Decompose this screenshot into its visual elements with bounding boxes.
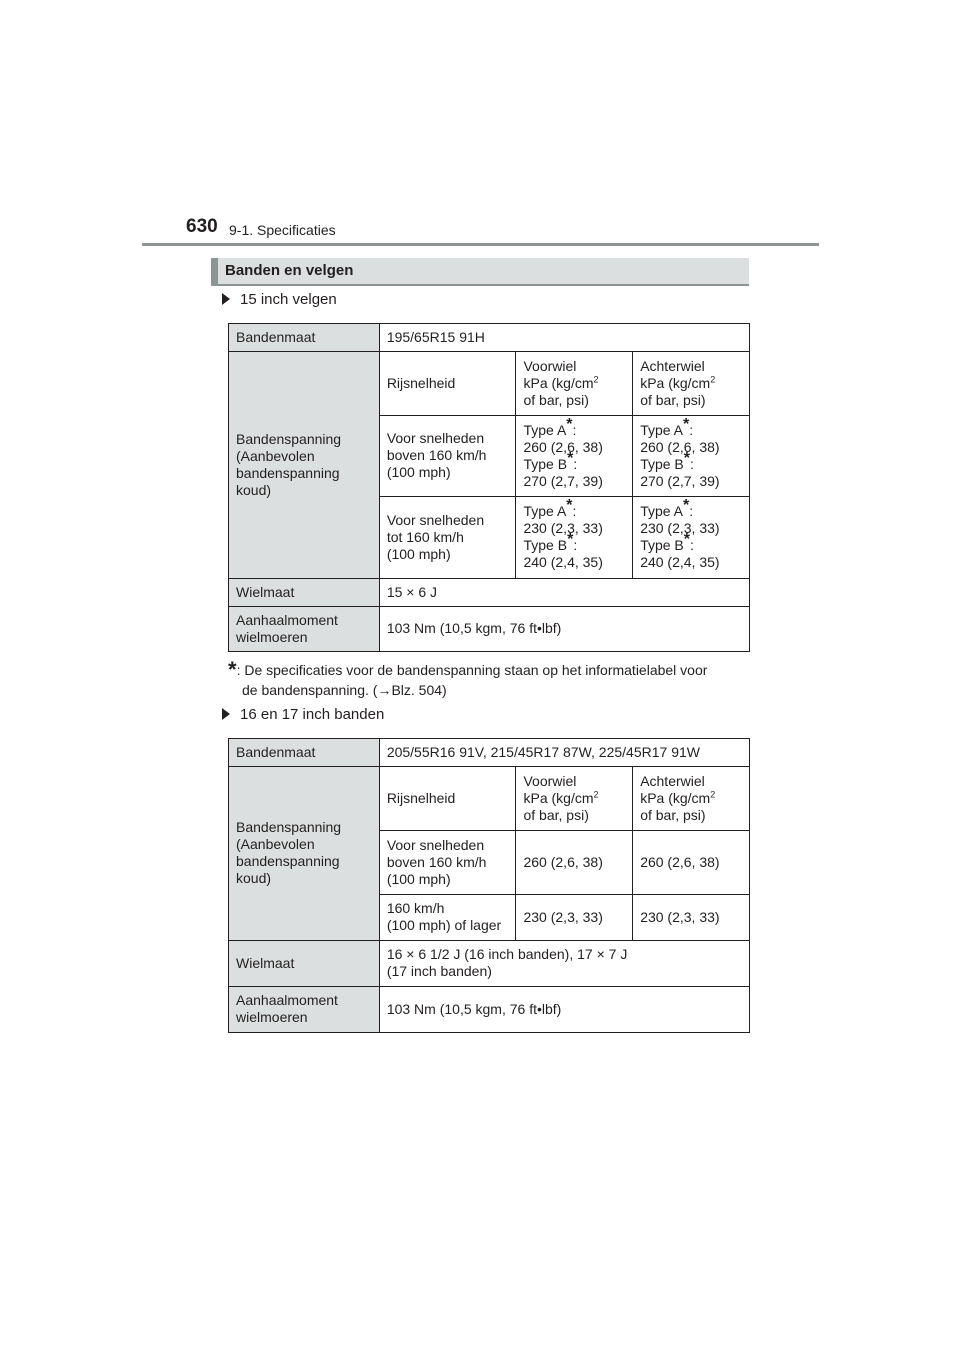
section-label: 9-1. Specificaties xyxy=(229,222,336,238)
value-cell: Type A*: 230 (2,3, 33) Type B*: 240 (2,4, 35) xyxy=(516,497,633,579)
heading-15-text: 15 inch velgen xyxy=(240,291,337,308)
label-cell: Wielmaat xyxy=(229,941,380,987)
value-cell: 260 (2,6, 38) xyxy=(516,831,633,895)
footnote xyxy=(228,657,758,700)
table-row xyxy=(229,739,750,767)
speed-cell: Voor snelheden tot 160 km/h (100 mph) xyxy=(379,497,516,579)
value-cell: 103 Nm (10,5 kgm, 76 ft•lbf) xyxy=(379,607,749,652)
value-cell: 16 × 6 1/2 J (16 inch banden), 17 × 7 J (17 inch banden) xyxy=(379,941,749,987)
table-row xyxy=(229,767,750,831)
footnote-star: * xyxy=(228,657,237,682)
label-cell: Wielmaat xyxy=(229,579,380,607)
value-cell: Type A*: 230 (2,3, 33) Type B*: 240 (2,4, 35) xyxy=(633,497,750,579)
heading-16-17-inch xyxy=(222,706,384,723)
table-row xyxy=(229,324,750,352)
speed-cell: Voor snelheden boven 160 km/h (100 mph) xyxy=(379,416,516,497)
section-title-bar xyxy=(211,258,749,286)
table-row xyxy=(229,579,750,607)
label-cell: Bandenmaat xyxy=(229,739,380,767)
header-cell: Achterwiel kPa ($kg/cm^2$ of bar, psi) xyxy=(633,767,750,831)
title-accent xyxy=(211,258,218,286)
value-cell: 230 (2,3, 33) xyxy=(516,895,633,941)
heading-15-inch xyxy=(222,291,337,308)
speed-cell: 160 km/h (100 mph) of lager xyxy=(379,895,516,941)
triangle-bullet-icon xyxy=(222,293,230,305)
table-row xyxy=(229,941,750,987)
page-number: 630 xyxy=(186,216,218,237)
value-cell: 205/55R16 91V, 215/45R17 87W, 225/45R17 91W xyxy=(379,739,749,767)
value-cell: Type A*: 260 (2,6, 38) Type B*: 270 (2,7, 39) xyxy=(633,416,750,497)
header-cell: Achterwiel kPa ($kg/cm^2$ of bar, psi) xyxy=(633,352,750,416)
value-cell: 195/65R15 91H xyxy=(379,324,749,352)
spec-table-15 xyxy=(228,323,750,652)
footnote-line2: de bandenspanning. (→Blz. 504) xyxy=(242,682,447,698)
footnote-line1: : De specificaties voor de bandenspanning staan op het informatielabel voor xyxy=(236,662,708,678)
header-cell: Rijsnelheid xyxy=(379,767,516,831)
heading-1617-text: 16 en 17 inch banden xyxy=(240,706,385,723)
header-cell: Voorwiel kPa ($kg/cm^2$ of bar, psi) xyxy=(516,767,633,831)
spec-table-16-17 xyxy=(228,738,750,1033)
label-cell: Aanhaalmoment wielmoeren xyxy=(229,987,380,1033)
label-cell: Bandenspanning (Aanbevolen bandenspanning koud) xyxy=(229,352,380,579)
header-rule xyxy=(142,243,819,246)
table-row xyxy=(229,352,750,416)
label-cell: Aanhaalmoment wielmoeren xyxy=(229,607,380,652)
section-title: Banden en velgen xyxy=(225,262,354,279)
table-row xyxy=(229,987,750,1033)
speed-cell: Voor snelheden boven 160 km/h (100 mph) xyxy=(379,831,516,895)
value-cell: 260 (2,6, 38) xyxy=(633,831,750,895)
value-cell: 15 × 6 J xyxy=(379,579,749,607)
header-cell: Rijsnelheid xyxy=(379,352,516,416)
label-cell: Bandenspanning (Aanbevolen bandenspanning koud) xyxy=(229,767,380,941)
triangle-bullet-icon xyxy=(222,708,230,720)
value-cell: 230 (2,3, 33) xyxy=(633,895,750,941)
value-cell: 103 Nm (10,5 kgm, 76 ft•lbf) xyxy=(379,987,749,1033)
label-cell: Bandenmaat xyxy=(229,324,380,352)
header-cell: Voorwiel kPa ($kg/cm^2$ of bar, psi) xyxy=(516,352,633,416)
value-cell: Type A*: 260 (2,6, 38) Type B*: 270 (2,7, 39) xyxy=(516,416,633,497)
table-row xyxy=(229,607,750,652)
